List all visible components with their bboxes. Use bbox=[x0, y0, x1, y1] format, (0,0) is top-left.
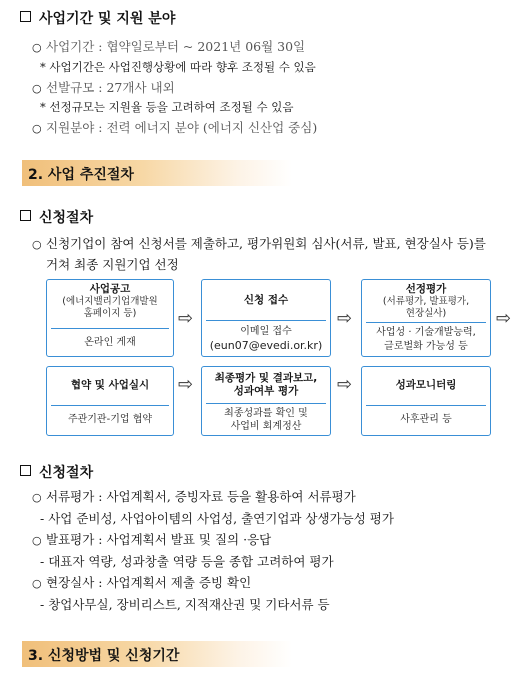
section-heading-application: 신청절차 bbox=[20, 207, 93, 227]
checkbox-square-icon bbox=[20, 11, 31, 22]
section-band-method: 3. 신청방법 및 신청기간 bbox=[22, 641, 292, 667]
circle-bullet-icon: ○ bbox=[32, 41, 42, 54]
note-period: * 사업기간은 사업진행상황에 따라 향후 조정될 수 있음 bbox=[40, 60, 316, 74]
circle-bullet-icon: ○ bbox=[32, 122, 42, 135]
bullet-application-desc: ○ 신청기업이 참여 신청서를 제출하고, 평가위원회 심사(서류, 발표, 현장실사 등)를 bbox=[32, 236, 486, 251]
circle-bullet-icon: ○ bbox=[32, 491, 42, 504]
divider bbox=[51, 405, 169, 406]
circle-bullet-icon: ○ bbox=[32, 577, 42, 590]
arrow-right-icon: ⇨ bbox=[337, 308, 353, 329]
flow-box-final-evaluation: 최종평가 및 결과보고, 성과여부 평가 최종성과를 확인 및 사업비 회계정산 bbox=[201, 366, 331, 436]
flow-box-submission: 신청 접수 이메일 접수 (eun07@evedi.or.kr) bbox=[201, 279, 331, 357]
arrow-right-icon: ⇨ bbox=[496, 308, 512, 329]
checkbox-square-icon bbox=[20, 465, 31, 476]
bullet-field: ○ 지원분야 : 전력 에너지 분야 (에너지 신산업 중심) bbox=[32, 120, 318, 135]
flow-box-evaluation: 선정평가 (서류평가, 발표평가, 현장실사) 사업성 · 기술개발능력, 글로벌화 가능성 등 bbox=[361, 279, 491, 357]
circle-bullet-icon: ○ bbox=[32, 534, 42, 547]
flow-box-monitoring: 성과모니터링 사후관리 등 bbox=[361, 366, 491, 436]
section-band-procedure: 2. 사업 추진절차 bbox=[22, 160, 292, 186]
flow-box-announcement: 사업공고 (에너지밸리기업개발원 홈페이지 등) 온라인 게재 bbox=[46, 279, 174, 357]
bullet-site-inspection: ○ 현장실사 : 사업계획서 제출 증빙 확인 bbox=[32, 575, 252, 590]
bullet-scale: ○ 선발규모 : 27개사 내외 bbox=[32, 80, 175, 95]
section-heading-period: 사업기간 및 지원 분야 bbox=[20, 8, 175, 28]
circle-bullet-icon: ○ bbox=[32, 82, 42, 95]
circle-bullet-icon: ○ bbox=[32, 238, 42, 251]
note-scale: * 선정규모는 지원율 등을 고려하여 조정될 수 있음 bbox=[40, 100, 294, 114]
section-heading-application-2: 신청절차 bbox=[20, 462, 93, 482]
sub-presentation-eval: - 대표자 역량, 성과창출 역량 등을 종합 고려하여 평가 bbox=[40, 554, 334, 569]
arrow-right-icon: ⇨ bbox=[178, 308, 194, 329]
arrow-right-icon: ⇨ bbox=[337, 374, 353, 395]
arrow-right-icon: ⇨ bbox=[178, 374, 194, 395]
checkbox-square-icon bbox=[20, 210, 31, 221]
divider bbox=[206, 403, 326, 404]
divider bbox=[366, 405, 486, 406]
sub-document-eval: - 사업 준비성, 사업아이템의 사업성, 출연기업과 상생가능성 평가 bbox=[40, 511, 394, 526]
application-desc-line2: 거쳐 최종 지원기업 선정 bbox=[46, 257, 179, 272]
divider bbox=[51, 328, 169, 329]
bullet-document-eval: ○ 서류평가 : 사업계획서, 증빙자료 등을 활용하여 서류평가 bbox=[32, 489, 356, 504]
divider bbox=[366, 322, 486, 323]
flow-box-agreement: 협약 및 사업실시 주관기관-기업 협약 bbox=[46, 366, 174, 436]
bullet-presentation-eval: ○ 발표평가 : 사업계획서 발표 및 질의 ·응답 bbox=[32, 532, 272, 547]
sub-site-inspection: - 창업사무실, 장비리스트, 지적재산권 및 기타서류 등 bbox=[40, 597, 330, 612]
bullet-period: ○ 사업기간 : 협약일로부터 ~ 2021년 06월 30일 bbox=[32, 39, 306, 54]
divider bbox=[206, 320, 326, 321]
